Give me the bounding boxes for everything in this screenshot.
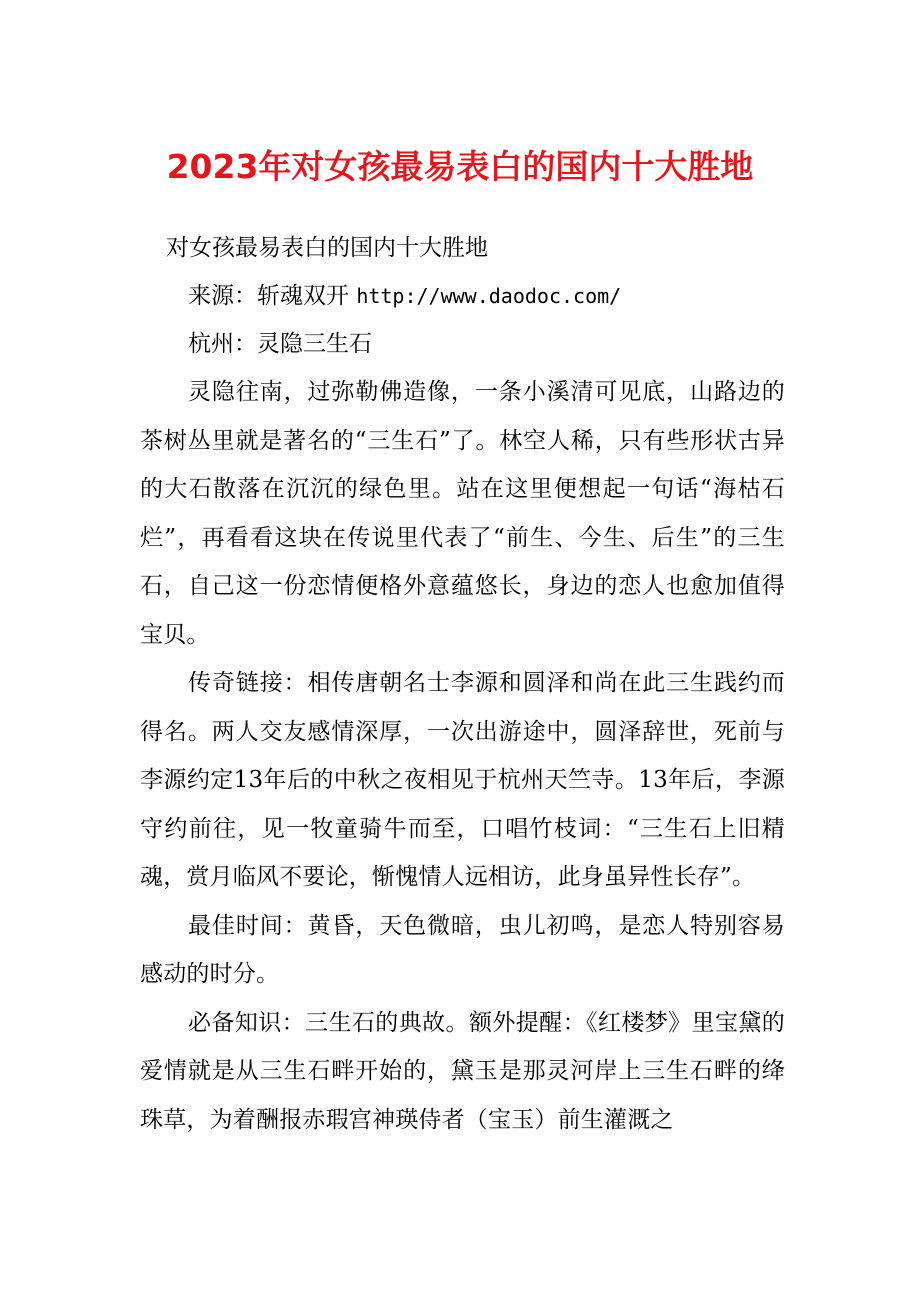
source-url-link[interactable]: http://www.daodoc.com/ xyxy=(356,284,622,308)
paragraph-knowledge: 必备知识：三生石的典故。额外提醒：《红楼梦》里宝黛的爱情就是从三生石畔开始的，黛玉是那灵河岸上三生石畔的绛珠草，为着酬报赤瑕宫神瑛侍者（宝玉）前生灌溉之 xyxy=(140,1009,785,1133)
source-line xyxy=(140,272,785,320)
paragraph-best-time: 最佳时间：黄昏，天色微暗，虫儿初鸣，是恋人特别容易感动的时分。 xyxy=(140,912,785,987)
document-title: 2023年对女孩最易表白的国内十大胜地 xyxy=(166,147,754,186)
document-body xyxy=(140,224,785,1144)
paragraph-legend: 传奇链接：相传唐朝名士李源和圆泽和尚在此三生践约而得名。两人交友感情深厚，一次出游途中，圆泽辞世，死前与李源约定13年后的中秋之夜相见于杭州天竺寺。13年后，李源守约前往，见一牧童骑牛而至，口唱竹枝词：“三生石上旧精魂，赏月临风不要论，惭愧情人远相访，此身虽异性长存”。 xyxy=(140,670,785,890)
source-label: 来源：斩魂双开 xyxy=(188,283,349,309)
subtitle-line: 对女孩最易表白的国内十大胜地 xyxy=(166,235,488,261)
section-heading: 杭州：灵隐三生石 xyxy=(188,331,372,357)
paragraph-intro: 灵隐往南，过弥勒佛造像，一条小溪清可见底，山路边的茶树丛里就是著名的“三生石”了。林空人稀，只有些形状古异的大石散落在沉沉的绿色里。站在这里便想起一句话“海枯石烂”，再看看这块在传说里代表了“前生、今生、后生”的三生石，自己这一份恋情便格外意蕴悠长，身边的恋人也愈加值得宝贝。 xyxy=(140,379,785,648)
